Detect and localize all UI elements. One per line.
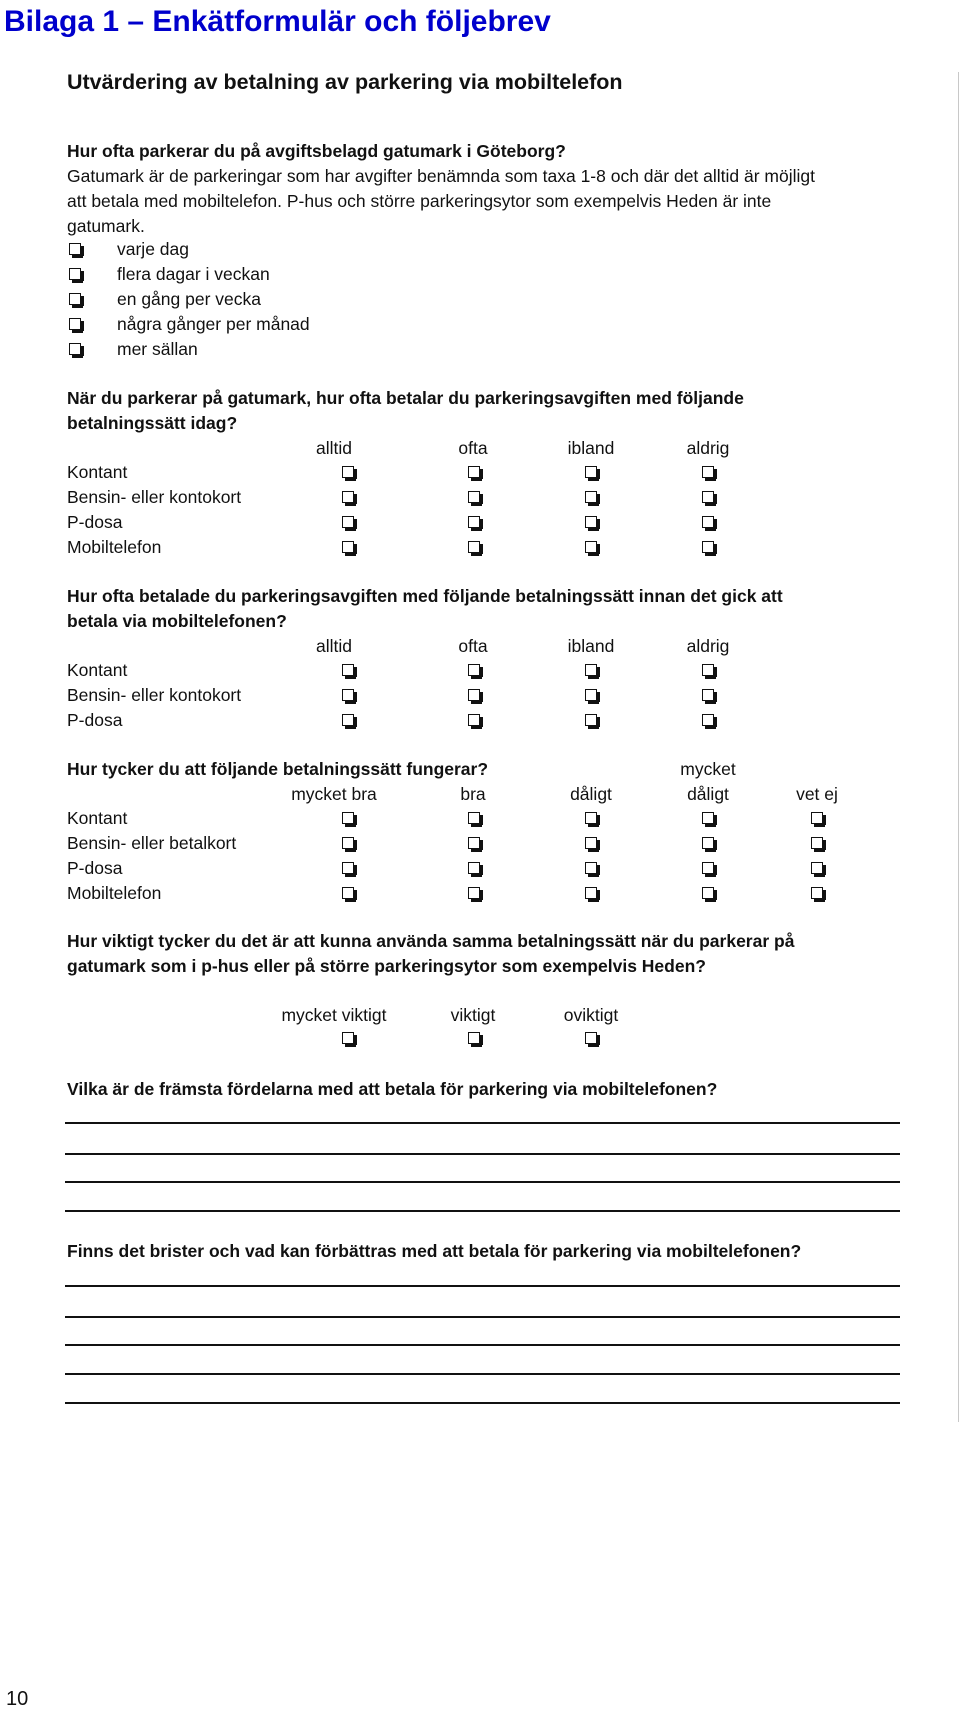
q7-answer-line[interactable] <box>65 1344 900 1346</box>
q2-checkbox[interactable] <box>468 491 480 503</box>
q1-note-line-1: Gatumark är de parkeringar som har avgifter benämnda som taxa 1-8 och där det alltid är möjligt <box>67 166 815 186</box>
q2-checkbox[interactable] <box>468 516 480 528</box>
page-number: 10 <box>6 1688 29 1710</box>
q3-row-label: P-dosa <box>67 710 123 730</box>
q4-checkbox[interactable] <box>702 812 714 824</box>
q1-option-checkbox[interactable] <box>69 343 81 355</box>
q2-question-line-1: När du parkerar på gatumark, hur ofta betalar du parkeringsavgiften med följande <box>67 388 744 408</box>
q2-checkbox[interactable] <box>702 491 714 503</box>
q3-checkbox[interactable] <box>585 689 597 701</box>
q2-checkbox[interactable] <box>342 466 354 478</box>
q4-checkbox[interactable] <box>468 837 480 849</box>
q2-checkbox[interactable] <box>585 466 597 478</box>
q2-checkbox[interactable] <box>585 491 597 503</box>
q4-checkbox[interactable] <box>585 812 597 824</box>
q6-answer-line[interactable] <box>65 1153 900 1155</box>
q3-row-label: Kontant <box>67 660 128 680</box>
q3-checkbox[interactable] <box>342 664 354 676</box>
q3-question-line-1: Hur ofta betalade du parkeringsavgiften med följande betalningssätt innan det gick att <box>67 586 783 606</box>
q3-checkbox[interactable] <box>342 689 354 701</box>
q4-row-label: Mobiltelefon <box>67 883 162 903</box>
q4-checkbox[interactable] <box>468 862 480 874</box>
q3-checkbox[interactable] <box>585 664 597 676</box>
q6-question: Vilka är de främsta fördelarna med att betala för parkering via mobiltelefonen? <box>67 1079 718 1099</box>
q1-option-label: några gånger per månad <box>117 314 310 334</box>
q1-option-label: mer sällan <box>117 339 198 359</box>
q4-row-label: Bensin- eller betalkort <box>67 833 237 853</box>
q3-checkbox[interactable] <box>702 664 714 676</box>
q3-checkbox[interactable] <box>468 664 480 676</box>
q2-column-header: ibland <box>567 438 615 458</box>
q4-checkbox[interactable] <box>342 812 354 824</box>
q4-column-header: vet ej <box>796 784 838 804</box>
q4-column-header: dåligt <box>570 784 612 804</box>
q6-answer-line[interactable] <box>65 1210 900 1212</box>
q1-option-label: en gång per vecka <box>117 289 261 309</box>
q4-checkbox[interactable] <box>468 887 480 899</box>
q3-checkbox[interactable] <box>702 689 714 701</box>
q6-answer-line[interactable] <box>65 1122 900 1124</box>
q2-row-label: Bensin- eller kontokort <box>67 487 242 507</box>
q2-checkbox[interactable] <box>585 516 597 528</box>
q2-column-header: alltid <box>316 438 352 458</box>
q3-row-label: Bensin- eller kontokort <box>67 685 242 705</box>
q2-checkbox[interactable] <box>468 541 480 553</box>
q4-checkbox[interactable] <box>468 812 480 824</box>
q3-column-header: ofta <box>458 636 488 656</box>
q3-column-header: aldrig <box>686 636 730 656</box>
q1-option-checkbox[interactable] <box>69 243 81 255</box>
q4-column-header: dåligt <box>687 784 729 804</box>
q5-column-header: viktigt <box>450 1005 496 1025</box>
q2-checkbox[interactable] <box>702 541 714 553</box>
q4-checkbox[interactable] <box>702 887 714 899</box>
q3-question-line-2: betala via mobiltelefonen? <box>67 611 287 631</box>
q3-checkbox[interactable] <box>468 689 480 701</box>
q2-row-label: P-dosa <box>67 512 123 532</box>
q1-option-checkbox[interactable] <box>69 293 81 305</box>
q6-answer-line[interactable] <box>65 1181 900 1183</box>
q2-checkbox[interactable] <box>342 491 354 503</box>
q3-checkbox[interactable] <box>585 714 597 726</box>
q4-checkbox[interactable] <box>342 837 354 849</box>
q2-checkbox[interactable] <box>702 466 714 478</box>
q4-checkbox[interactable] <box>342 862 354 874</box>
q1-question: Hur ofta parkerar du på avgiftsbelagd gatumark i Göteborg? <box>67 141 566 161</box>
q2-row-label: Mobiltelefon <box>67 537 162 557</box>
q1-note-line-3: gatumark. <box>67 216 145 236</box>
form-title: Utvärdering av betalning av parkering via mobiltelefon <box>67 70 623 94</box>
q7-question: Finns det brister och vad kan förbättras med att betala för parkering via mobiltelefonen? <box>67 1241 802 1261</box>
q1-note-line-2: att betala med mobiltelefon. P-hus och större parkeringsytor som exempelvis Heden är inte <box>67 191 772 211</box>
q2-checkbox[interactable] <box>468 466 480 478</box>
q7-answer-line[interactable] <box>65 1316 900 1318</box>
q5-column-header: oviktigt <box>563 1005 619 1025</box>
q5-checkbox[interactable] <box>342 1032 354 1044</box>
q7-answer-line[interactable] <box>65 1373 900 1375</box>
q4-checkbox[interactable] <box>702 837 714 849</box>
q2-column-header: ofta <box>458 438 488 458</box>
q4-column-header-top: mycket <box>680 759 736 779</box>
q4-checkbox[interactable] <box>702 862 714 874</box>
q1-option-checkbox[interactable] <box>69 318 81 330</box>
q4-column-header: bra <box>460 784 486 804</box>
q2-question-line-2: betalningssätt idag? <box>67 413 238 433</box>
q5-checkbox[interactable] <box>468 1032 480 1044</box>
q3-checkbox[interactable] <box>702 714 714 726</box>
page-heading: Bilaga 1 – Enkätformulär och följebrev <box>4 5 551 38</box>
q4-checkbox[interactable] <box>342 887 354 899</box>
q3-checkbox[interactable] <box>468 714 480 726</box>
q2-row-label: Kontant <box>67 462 128 482</box>
q4-row-label: Kontant <box>67 808 128 828</box>
q5-question-line-2: gatumark som i p-hus eller på större parkeringsytor som exempelvis Heden? <box>67 956 706 976</box>
q1-option-label: varje dag <box>117 239 189 259</box>
page-edge-line <box>958 72 959 1422</box>
q7-answer-line[interactable] <box>65 1402 900 1404</box>
q2-checkbox[interactable] <box>585 541 597 553</box>
q1-option-label: flera dagar i veckan <box>117 264 270 284</box>
q4-checkbox[interactable] <box>811 837 823 849</box>
q4-checkbox[interactable] <box>811 812 823 824</box>
q4-column-header: mycket bra <box>291 784 377 804</box>
survey-form <box>65 0 925 1440</box>
q3-column-header: ibland <box>567 636 615 656</box>
q2-checkbox[interactable] <box>342 516 354 528</box>
q2-checkbox[interactable] <box>342 541 354 553</box>
q4-checkbox[interactable] <box>811 862 823 874</box>
q4-checkbox[interactable] <box>585 862 597 874</box>
q5-column-header: mycket viktigt <box>281 1005 387 1025</box>
q4-checkbox[interactable] <box>585 837 597 849</box>
q3-column-header: alltid <box>316 636 352 656</box>
q2-checkbox[interactable] <box>702 516 714 528</box>
q4-row-label: P-dosa <box>67 858 123 878</box>
q5-question-line-1: Hur viktigt tycker du det är att kunna använda samma betalningssätt när du parkerar på <box>67 931 795 951</box>
q3-checkbox[interactable] <box>342 714 354 726</box>
q7-answer-line[interactable] <box>65 1285 900 1287</box>
q5-checkbox[interactable] <box>585 1032 597 1044</box>
q4-checkbox[interactable] <box>585 887 597 899</box>
q1-option-checkbox[interactable] <box>69 268 81 280</box>
q4-checkbox[interactable] <box>811 887 823 899</box>
q4-question: Hur tycker du att följande betalningssätt fungerar? <box>67 759 489 779</box>
q2-column-header: aldrig <box>686 438 730 458</box>
